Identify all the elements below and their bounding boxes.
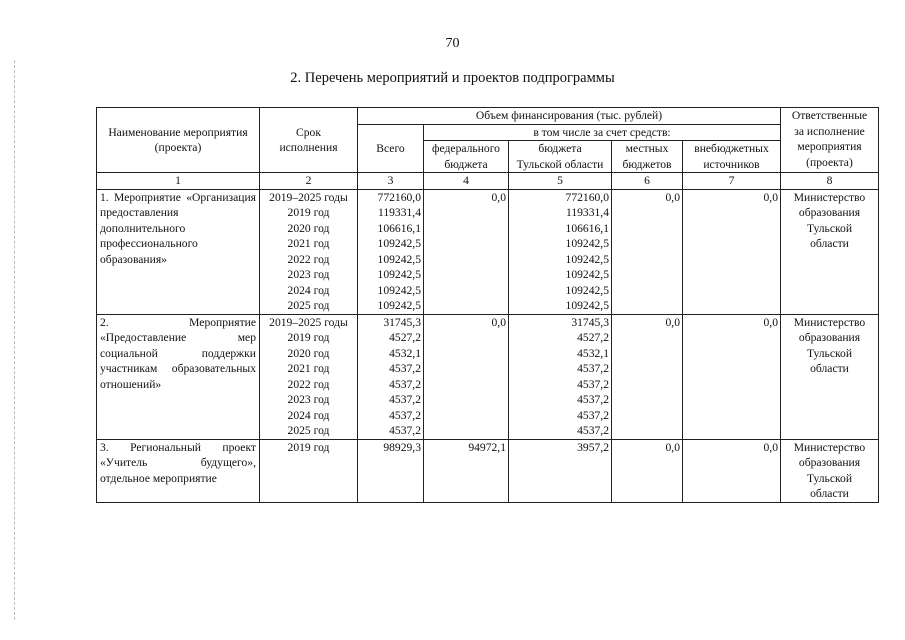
regional-cell bbox=[509, 189, 612, 314]
total-cell bbox=[358, 314, 424, 439]
total-value: 4537,2 bbox=[389, 377, 421, 391]
extra-cell: 0,0 bbox=[683, 189, 781, 314]
total-value: 119331,4 bbox=[377, 206, 421, 219]
federal-cell: 0,0 bbox=[424, 314, 509, 439]
term-line: 2019 год bbox=[287, 206, 330, 219]
header-term-line: Срок bbox=[296, 125, 321, 139]
header-local bbox=[612, 141, 683, 173]
regional-value: 109242,5 bbox=[565, 268, 609, 281]
regional-value: 109242,5 bbox=[565, 252, 609, 266]
term-line: 2024 год bbox=[287, 283, 330, 297]
header-regional-line: бюджета bbox=[538, 142, 582, 155]
responsible-line: области bbox=[810, 362, 849, 375]
column-number: 6 bbox=[612, 173, 683, 190]
regional-value: 119331,4 bbox=[565, 206, 609, 219]
header-federal-line: федерального bbox=[432, 142, 500, 155]
header-responsible-line: мероприятия bbox=[797, 140, 862, 153]
table-row bbox=[97, 439, 879, 502]
term-line: 2019 год bbox=[287, 331, 330, 344]
header-local-line: бюджетов bbox=[622, 157, 672, 171]
header-name-line: Наименование мероприятия bbox=[108, 125, 248, 139]
table-body bbox=[97, 189, 879, 502]
regional-value: 31745,3 bbox=[571, 315, 609, 329]
total-value: 772160,0 bbox=[377, 190, 421, 204]
term-line: 2019–2025 годы bbox=[269, 315, 348, 329]
header-name-line: (проекта) bbox=[154, 141, 202, 154]
regional-value: 109242,5 bbox=[565, 283, 609, 297]
responsible-line: образования bbox=[798, 206, 861, 219]
header-extra-line: источников bbox=[703, 157, 760, 171]
total-cell bbox=[358, 189, 424, 314]
scan-edge-marks bbox=[14, 60, 16, 620]
total-value: 109242,5 bbox=[377, 237, 421, 250]
responsible-line: области bbox=[810, 487, 849, 500]
total-value: 4537,2 bbox=[389, 424, 421, 437]
responsible-line: Министерство bbox=[793, 440, 866, 454]
column-number: 4 bbox=[424, 173, 509, 190]
regional-value: 3957,2 bbox=[577, 440, 609, 454]
responsible-cell bbox=[781, 439, 879, 502]
regional-value: 4532,1 bbox=[577, 346, 609, 360]
header-federal-line: бюджета bbox=[444, 157, 488, 171]
local-cell: 0,0 bbox=[612, 189, 683, 314]
term-line: 2023 год bbox=[287, 393, 330, 406]
regional-value: 772160,0 bbox=[565, 190, 609, 204]
total-value: 109242,5 bbox=[377, 268, 421, 281]
header-term-line: исполнения bbox=[279, 141, 338, 154]
header-extra bbox=[683, 141, 781, 173]
term-line: 2022 год bbox=[287, 377, 330, 391]
header-responsible-line: (проекта) bbox=[806, 155, 853, 169]
total-value: 31745,3 bbox=[383, 315, 421, 329]
column-number: 8 bbox=[781, 173, 879, 190]
regional-cell bbox=[509, 439, 612, 502]
term-line: 2021 год bbox=[287, 362, 330, 375]
term-line: 2024 год bbox=[287, 408, 330, 422]
term-line: 2019 год bbox=[287, 440, 330, 454]
regional-value: 4537,2 bbox=[577, 393, 609, 406]
header-name bbox=[97, 108, 260, 173]
total-value: 109242,5 bbox=[377, 283, 421, 297]
header-local-line: местных bbox=[625, 142, 669, 155]
total-value: 98929,3 bbox=[383, 440, 421, 454]
measure-name: 1. Мероприятие «Организация предоставления дополнительного профессионального образования» bbox=[97, 189, 260, 314]
regional-value: 4537,2 bbox=[577, 377, 609, 391]
column-number: 5 bbox=[509, 173, 612, 190]
header-responsible-line: за исполнение bbox=[794, 124, 865, 138]
measure-name: 3. Региональный проект «Учитель будущего», отдельное мероприятие bbox=[97, 439, 260, 502]
term-line: 2021 год bbox=[287, 237, 330, 250]
term-line: 2023 год bbox=[287, 268, 330, 281]
regional-value: 109242,5 bbox=[565, 299, 609, 312]
table-row bbox=[97, 314, 879, 439]
column-number: 7 bbox=[683, 173, 781, 190]
responsible-line: образования bbox=[798, 331, 861, 344]
total-value: 109242,5 bbox=[377, 299, 421, 312]
responsible-line: Министерство bbox=[793, 190, 866, 204]
header-financing: Объем финансирования (тыс. рублей) bbox=[358, 108, 781, 125]
term-cell bbox=[260, 189, 358, 314]
local-cell: 0,0 bbox=[612, 314, 683, 439]
responsible-cell bbox=[781, 314, 879, 439]
extra-cell: 0,0 bbox=[683, 314, 781, 439]
responsible-line: Тульской bbox=[806, 471, 853, 485]
term-line: 2020 год bbox=[287, 346, 330, 360]
total-cell bbox=[358, 439, 424, 502]
header-extra-line: внебюджетных bbox=[694, 142, 769, 155]
regional-value: 4537,2 bbox=[577, 362, 609, 375]
header-regional-line: Тульской области bbox=[516, 157, 604, 171]
header-responsible bbox=[781, 108, 879, 173]
column-number-row bbox=[97, 173, 879, 190]
regional-value: 4537,2 bbox=[577, 408, 609, 422]
local-cell: 0,0 bbox=[612, 439, 683, 502]
total-value: 4537,2 bbox=[389, 408, 421, 422]
term-line: 2019–2025 годы bbox=[269, 190, 348, 204]
total-value: 106616,1 bbox=[377, 221, 421, 235]
total-value: 4537,2 bbox=[389, 393, 421, 406]
measure-name: 2. Мероприятие «Предоставление мер социальной поддержки участникам образовательных отношений» bbox=[97, 314, 260, 439]
term-line: 2025 год bbox=[287, 299, 330, 312]
column-number: 1 bbox=[97, 173, 260, 190]
measures-table bbox=[96, 107, 879, 503]
responsible-line: образования bbox=[798, 456, 861, 469]
page-number: 70 bbox=[445, 36, 460, 51]
regional-value: 4537,2 bbox=[577, 424, 609, 437]
responsible-cell bbox=[781, 189, 879, 314]
regional-value: 109242,5 bbox=[565, 237, 609, 250]
term-cell bbox=[260, 314, 358, 439]
total-value: 4532,1 bbox=[389, 346, 421, 360]
term-line: 2025 год bbox=[287, 424, 330, 437]
total-value: 109242,5 bbox=[377, 252, 421, 266]
regional-cell bbox=[509, 314, 612, 439]
regional-value: 106616,1 bbox=[565, 221, 609, 235]
responsible-line: Тульской bbox=[806, 346, 853, 360]
header-sources: в том числе за счет средств: bbox=[424, 124, 781, 141]
responsible-line: Тульской bbox=[806, 221, 853, 235]
measures-table-container bbox=[96, 107, 878, 503]
header-regional bbox=[509, 141, 612, 173]
responsible-line: Министерство bbox=[793, 315, 866, 329]
header-federal bbox=[424, 141, 509, 173]
total-value: 4527,2 bbox=[389, 331, 421, 344]
extra-cell: 0,0 bbox=[683, 439, 781, 502]
total-value: 4537,2 bbox=[389, 362, 421, 375]
federal-cell: 0,0 bbox=[424, 189, 509, 314]
header-term bbox=[260, 108, 358, 173]
term-line: 2020 год bbox=[287, 221, 330, 235]
federal-cell: 94972,1 bbox=[424, 439, 509, 502]
term-line: 2022 год bbox=[287, 252, 330, 266]
table-row bbox=[97, 189, 879, 314]
column-number: 3 bbox=[358, 173, 424, 190]
responsible-line: области bbox=[810, 237, 849, 250]
term-cell bbox=[260, 439, 358, 502]
header-responsible-line: Ответственные bbox=[791, 109, 868, 122]
column-number: 2 bbox=[260, 173, 358, 190]
header-total: Всего bbox=[358, 124, 424, 173]
document-title: 2. Перечень мероприятий и проектов подпрограммы bbox=[290, 70, 615, 86]
regional-value: 4527,2 bbox=[577, 331, 609, 344]
